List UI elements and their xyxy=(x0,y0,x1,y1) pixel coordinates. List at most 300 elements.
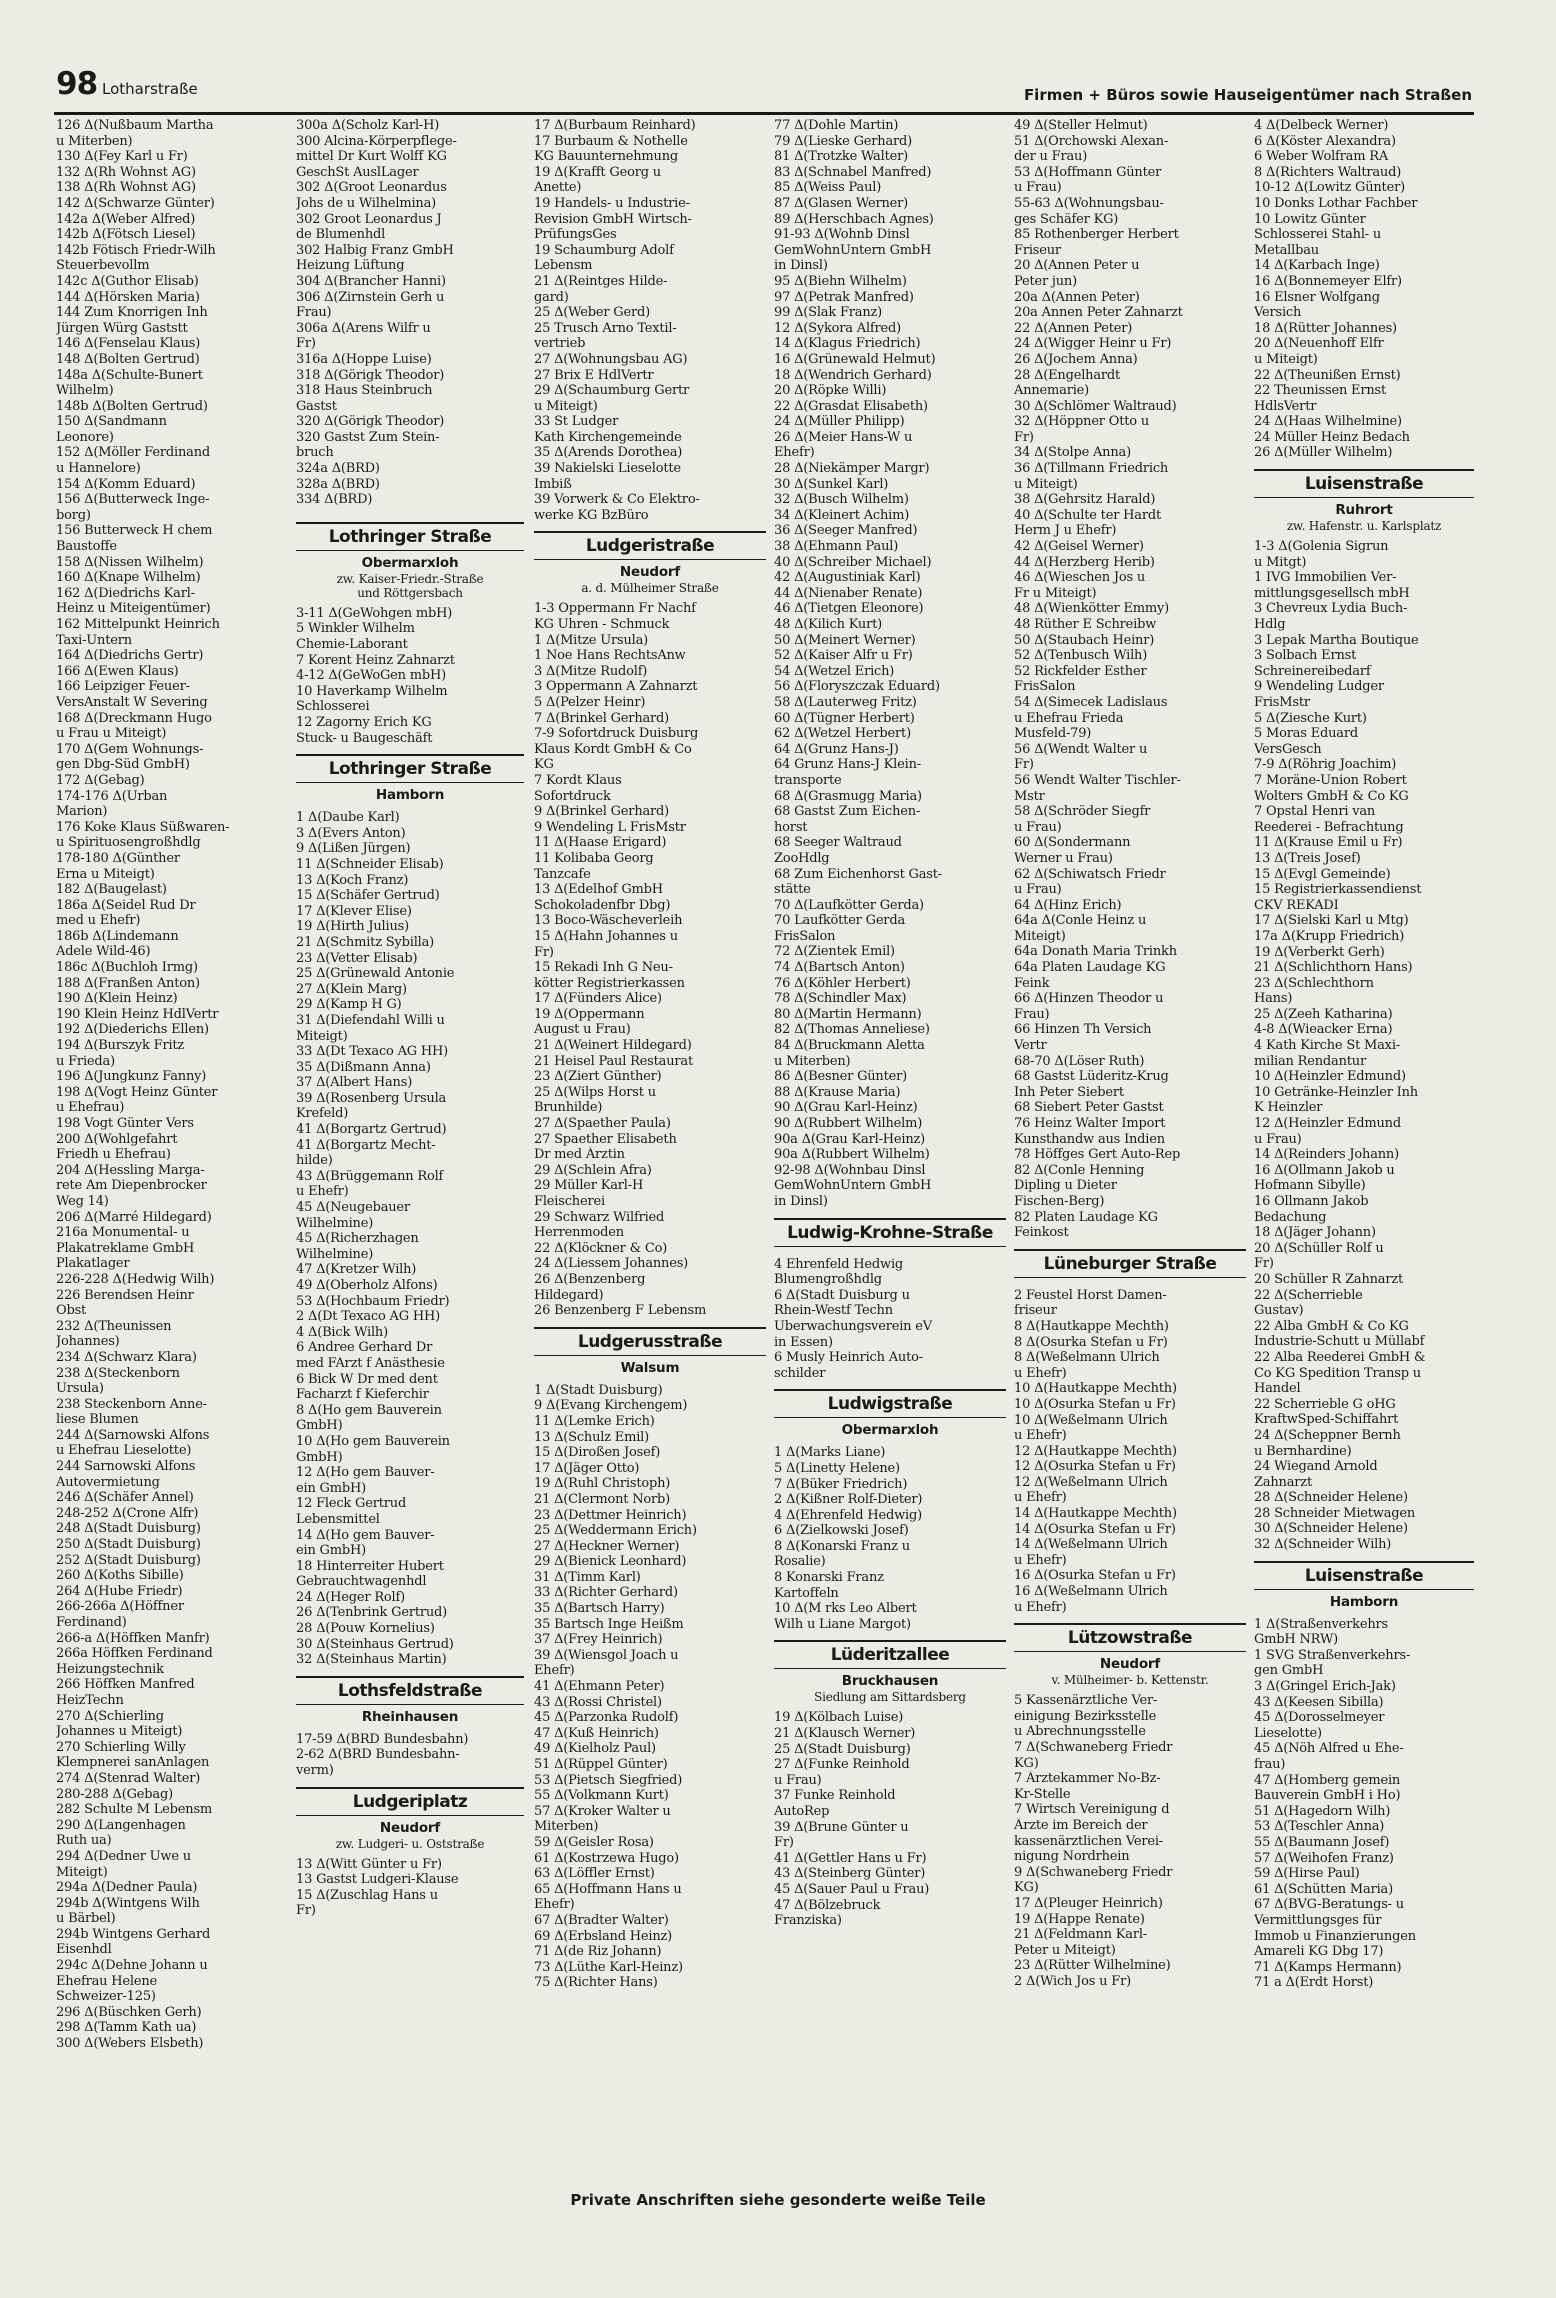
entry-line: 31 Δ(Timm Karl) xyxy=(534,1569,641,1585)
entry-line: 9 Wendeling Ludger xyxy=(1254,679,1384,695)
entry-line: 95 Δ(Biehn Wilhelm) xyxy=(774,273,907,289)
entry-line: 75 Δ(Richter Hans) xyxy=(534,1975,658,1991)
entry-line: 25 Trusch Arno Textil- xyxy=(534,320,677,336)
entry-line: 302 Groot Leonardus J xyxy=(296,211,442,227)
entry-line: Hofmann Sibylle) xyxy=(1254,1178,1366,1194)
entry-line: 61 Δ(Schütten Maria) xyxy=(1254,1881,1393,1897)
entry-line: 64a Donath Maria Trinkh xyxy=(1014,944,1177,960)
entry-line: Wolters GmbH & Co KG xyxy=(1254,788,1409,804)
entry-line: 37 Funke Reinhold xyxy=(774,1788,896,1804)
entry-line: 178-180 Δ(Günther xyxy=(56,850,180,866)
entry-line: 64a Platen Laudage KG xyxy=(1014,960,1166,976)
entry-line: 51 Δ(Hagedorn Wilh) xyxy=(1254,1803,1391,1819)
entry-line: 53 Δ(Teschler Anna) xyxy=(1254,1819,1385,1835)
entry-line: 3 Solbach Ernst xyxy=(1254,648,1357,664)
entry-line: Baustoffe xyxy=(56,539,117,555)
entry-line: 148 Δ(Bolten Gertrud) xyxy=(56,351,200,367)
entry-line: 216a Monumental- u xyxy=(56,1225,190,1241)
entry-line: 20 Δ(Neuenhoff Elfr xyxy=(1254,336,1384,352)
entry-line: 12 Fleck Gertrud xyxy=(296,1496,407,1512)
entry-line: einigung Bezirksstelle xyxy=(1014,1708,1157,1724)
entry-line: 16 Elsner Wolfgang xyxy=(1254,289,1380,305)
running-head-street: Lotharstraße xyxy=(102,80,198,98)
entry-line: 172 Δ(Gebag) xyxy=(56,772,145,788)
entry-line: 25 Δ(Zeeh Katharina) xyxy=(1254,1006,1393,1022)
entry-line: 13 Δ(Witt Günter u Fr) xyxy=(296,1856,442,1872)
entry-line: 1 IVG Immobilien Ver- xyxy=(1254,570,1397,586)
entry-line: 10 Getränke-Heinzler Inh xyxy=(1254,1084,1418,1100)
entry-line: 24 Δ(Liessem Johannes) xyxy=(534,1256,689,1272)
entry-line: liese Blumen xyxy=(56,1412,139,1428)
entry-line: 25 Δ(Weber Gerd) xyxy=(534,305,650,321)
entry-line: 27 Spaether Elisabeth xyxy=(534,1131,677,1147)
entry-line: Johannes) xyxy=(56,1334,120,1350)
entry-line: 26 Benzenberg F Lebensm xyxy=(534,1303,707,1319)
entry-line: 42 Δ(Geisel Werner) xyxy=(1014,539,1144,555)
entry-line: hilde) xyxy=(296,1153,333,1169)
entry-line: 23 Δ(Rütter Wilhelmine) xyxy=(1014,1958,1171,1974)
street-range: und Röttgersbach xyxy=(357,585,463,600)
entry-line: 320 Gastst Zum Stein- xyxy=(296,429,440,445)
entry-line: 79 Δ(Lieske Gerhard) xyxy=(774,133,913,149)
district-name: Obermarxloh xyxy=(361,554,459,571)
entry-line: 10 Δ(Ho gem Bauverein xyxy=(296,1433,450,1449)
entry-line: Lieselotte) xyxy=(1254,1725,1322,1741)
entry-line: Bauverein GmbH i Ho) xyxy=(1254,1788,1401,1804)
entry-line: 45 Δ(Neugebauer xyxy=(296,1200,410,1216)
entry-line: 23 Δ(Dettmer Heinrich) xyxy=(534,1507,687,1523)
entry-line: 31 Δ(Diefendahl Willi u xyxy=(296,1012,445,1028)
entry-line: 1 Δ(Straßenverkehrs xyxy=(1254,1616,1388,1632)
entry-line: 14 Δ(Hautkappe Mechth) xyxy=(1014,1506,1177,1522)
entry-line: Fischen-Berg) xyxy=(1014,1193,1105,1209)
entry-line: 56 Δ(Floryszczak Eduard) xyxy=(774,679,940,695)
entry-line: 30 Δ(Schlömer Waltraud) xyxy=(1014,398,1177,414)
district-name: Hamborn xyxy=(375,787,445,804)
entry-line: 4-8 Δ(Wieacker Erna) xyxy=(1254,1022,1393,1038)
entry-line: 68 Gastst Zum Eichen- xyxy=(774,804,921,820)
entry-line: Ehefr) xyxy=(774,445,815,461)
entry-line: Stuck- u Baugeschäft xyxy=(296,730,433,746)
entry-line: 24 Δ(Wigger Heinr u Fr) xyxy=(1014,336,1172,352)
entry-line: ges Schäfer KG) xyxy=(1014,211,1119,227)
entry-line: 176 Koke Klaus Süßwaren- xyxy=(56,819,230,835)
entry-line: med u Ehefr) xyxy=(56,913,141,929)
entry-line: Dipling u Dieter xyxy=(1014,1178,1117,1194)
entry-line: 18 Δ(Wendrich Gerhard) xyxy=(774,367,932,383)
entry-line: Heinz u Miteigentümer) xyxy=(56,601,211,617)
entry-line: 55 Δ(Baumann Josef) xyxy=(1254,1834,1390,1850)
entry-line: 39 Vorwerk & Co Elektro- xyxy=(534,492,700,508)
entry-line: 29 Müller Karl-H xyxy=(534,1178,644,1194)
entry-line: 45 Δ(Nöh Alfred u Ehe- xyxy=(1254,1741,1404,1757)
entry-line: 11 Δ(Lemke Erich) xyxy=(534,1413,655,1429)
entry-line: 21 Heisel Paul Restaurat xyxy=(534,1053,693,1069)
street-heading: Ludgeristraße xyxy=(534,531,766,560)
entry-line: 25 Δ(Stadt Duisburg) xyxy=(774,1741,911,1757)
entry-line: 4 Kath Kirche St Maxi- xyxy=(1254,1038,1400,1054)
entry-line: 7 Kordt Klaus xyxy=(534,772,622,788)
entry-line: Imbiß xyxy=(534,476,572,492)
entry-line: 35 Δ(Dißmann Anna) xyxy=(296,1059,431,1075)
entry-line: 14 Δ(Reinders Johann) xyxy=(1254,1147,1399,1163)
footer-note: Private Anschriften siehe gesonderte weiße Teile xyxy=(570,2191,986,2209)
entry-line: 156 Butterweck H chem xyxy=(56,523,213,539)
entry-line: 12 Δ(Weßelmann Ulrich xyxy=(1014,1474,1168,1490)
entry-line: 17a Δ(Krupp Friedrich) xyxy=(1254,928,1405,944)
entry-line: 38 Δ(Gehrsitz Harald) xyxy=(1014,492,1156,508)
entry-line: u Bernhardine) xyxy=(1254,1443,1352,1459)
entry-line: ZooHdlg xyxy=(774,850,830,866)
entry-line: FrisMstr xyxy=(1254,695,1310,710)
entry-line: 65 Δ(Hoffmann Hans u xyxy=(534,1881,682,1897)
entry-line: Fr) xyxy=(1014,757,1034,773)
entry-line: 27 Δ(Klein Marg) xyxy=(296,981,407,997)
street-range: zw. Hafenstr. u. Karlsplatz xyxy=(1286,519,1442,534)
entry-line: 2 Δ(Dt Texaco AG HH) xyxy=(296,1309,440,1325)
entry-line: AutoRep xyxy=(774,1804,830,1819)
entry-line: Dr med Ärztin xyxy=(534,1147,625,1163)
entry-line: u Ehefr) xyxy=(1014,1599,1067,1615)
entry-line: 206 Δ(Marré Hildegard) xyxy=(56,1209,212,1225)
entry-line: 196 Δ(Jungkunz Fanny) xyxy=(56,1069,207,1085)
entry-line: 142a Δ(Weber Alfred) xyxy=(56,211,196,227)
street-heading: Lüderitzallee xyxy=(774,1640,1006,1669)
entry-line: in Dinsl) xyxy=(774,1193,828,1209)
entry-line: 45 Δ(Richerzhagen xyxy=(296,1231,419,1247)
entry-line: 14 Δ(Ho gem Bauver- xyxy=(296,1527,435,1543)
entry-line: 86 Δ(Besner Günter) xyxy=(774,1069,907,1085)
entry-line: 266-a Δ(Höffken Manfr) xyxy=(56,1630,210,1646)
entry-line: 45 Δ(Sauer Paul u Frau) xyxy=(774,1881,930,1897)
entry-line: 20a Annen Peter Zahnarzt xyxy=(1014,305,1183,321)
entry-line: 190 Δ(Klein Heinz) xyxy=(56,991,178,1007)
entry-line: 3 Δ(Evers Anton) xyxy=(296,825,406,841)
street-range: v. Mülheimer- b. Kettenstr. xyxy=(1051,1673,1209,1688)
entry-line: Marion) xyxy=(56,804,108,820)
entry-line: 83 Δ(Schnabel Manfred) xyxy=(774,164,932,180)
entry-line: 4 Ehrenfeld Hedwig xyxy=(774,1256,904,1272)
entry-line: 5 Moras Eduard xyxy=(1254,726,1358,742)
entry-line: 11 Kolibaba Georg xyxy=(534,850,654,866)
entry-line: KG Uhren - Schmuck xyxy=(534,617,670,633)
entry-line: 2 Δ(Kißner Rolf-Dieter) xyxy=(774,1492,923,1508)
entry-line: ein GmbH) xyxy=(296,1543,366,1559)
entry-line: 266 Höffken Manfred xyxy=(56,1677,195,1693)
entry-line: 162 Mittelpunkt Heinrich xyxy=(56,617,220,632)
entry-line: Zahnarzt xyxy=(1254,1474,1312,1490)
entry-line: 68 Gastst Lüderitz-Krug xyxy=(1014,1069,1169,1085)
entry-line: 55-63 Δ(Wohnungsbau- xyxy=(1014,195,1164,211)
entry-line: 41 Δ(Borgartz Gertrud) xyxy=(296,1122,447,1138)
entry-line: 76 Heinz Walter Import xyxy=(1014,1116,1166,1131)
entry-line: 29 Δ(Schlein Afra) xyxy=(534,1162,652,1178)
entry-line: 26 Δ(Tenbrink Gertrud) xyxy=(296,1605,448,1621)
entry-line: 30 Δ(Schneider Helene) xyxy=(1254,1521,1408,1537)
entry-line: 72 Δ(Zientek Emil) xyxy=(774,944,895,960)
entry-line: 6 Bick W Dr med dent xyxy=(296,1371,438,1387)
entry-line: 7 Korent Heinz Zahnarzt xyxy=(296,652,455,668)
entry-line: 23 Δ(Ziert Günther) xyxy=(534,1069,662,1085)
entry-line: Rhein-Westf Techn xyxy=(774,1303,893,1319)
entry-line: 46 Δ(Tietgen Eleonore) xyxy=(774,601,924,617)
entry-line: Revision GmbH Wirtsch- xyxy=(534,211,692,227)
entry-line: 17 Δ(Sielski Karl u Mtg) xyxy=(1254,913,1409,929)
entry-line: 10 Δ(Weßelmann Ulrich xyxy=(1014,1412,1168,1428)
header-rule xyxy=(54,112,1474,115)
entry-line: 48 Δ(Kilich Kurt) xyxy=(774,617,883,632)
entry-line: 91-93 Δ(Wohnb Dinsl xyxy=(774,227,910,243)
entry-line: u Frau) xyxy=(1254,1131,1302,1147)
entry-line: GemWohnUntern GmbH xyxy=(774,1178,932,1194)
street-heading: Luisenstraße xyxy=(1254,1561,1474,1590)
entry-line: Sofortdruck xyxy=(534,788,611,804)
entry-line: 32 Δ(Steinhaus Martin) xyxy=(296,1652,447,1668)
entry-line: u Miterben) xyxy=(774,1053,851,1069)
entry-line: 52 Δ(Tenbusch Wilh) xyxy=(1014,648,1148,664)
entry-line: 200 Δ(Wohlgefahrt xyxy=(56,1131,178,1147)
entry-line: 28 Δ(Pouw Kornelius) xyxy=(296,1621,435,1637)
entry-line: 294b Δ(Wintgens Wilh xyxy=(56,1895,200,1911)
entry-line: 3 Δ(Mitze Rudolf) xyxy=(534,663,648,679)
entry-line: 15 Registrierkassendienst xyxy=(1254,882,1422,898)
entry-line: 7 Δ(Brinkel Gerhard) xyxy=(534,710,670,726)
entry-line: 11 Δ(Krause Emil u Fr) xyxy=(1254,835,1403,851)
entry-line: Eisenhdl xyxy=(56,1942,112,1958)
entry-line: 132 Δ(Rh Wohnst AG) xyxy=(56,164,196,180)
entry-line: Industrie-Schutt u Müllabf xyxy=(1254,1334,1425,1350)
entry-line: 4 Δ(Delbeck Werner) xyxy=(1254,118,1389,133)
entry-line: 282 Schulte M Lebensm xyxy=(56,1802,213,1818)
entry-line: 1 Δ(Mitze Ursula) xyxy=(534,632,649,648)
entry-line: 4 Δ(Ehrenfeld Hedwig) xyxy=(774,1507,922,1523)
entry-line: 250 Δ(Stadt Duisburg) xyxy=(56,1537,201,1553)
entry-line: 10 Lowitz Günter xyxy=(1254,211,1366,227)
entry-line: 316a Δ(Hoppe Luise) xyxy=(296,351,432,367)
entry-line: frau) xyxy=(1254,1757,1286,1772)
entry-line: Vertr xyxy=(1014,1038,1047,1054)
entry-line: 6 Δ(Köster Alexandra) xyxy=(1254,133,1396,149)
entry-line: 2-62 Δ(BRD Bundesbahn- xyxy=(296,1747,460,1763)
entry-line: 20a Δ(Annen Peter) xyxy=(1014,289,1140,305)
entry-line: 15 Δ(Schäfer Gertrud) xyxy=(296,888,440,904)
entry-line: mittel Dr Kurt Wolff KG xyxy=(296,149,447,165)
entry-line: transporte xyxy=(774,772,842,788)
entry-line: Taxi-Untern xyxy=(56,632,132,648)
entry-line: de Blumenhdl xyxy=(296,227,386,243)
entry-line: KG) xyxy=(1014,1880,1039,1896)
entry-line: 29 Δ(Schaumburg Gertr xyxy=(534,383,690,399)
entry-line: 25 Δ(Weddermann Erich) xyxy=(534,1523,697,1539)
entry-line: 10 Donks Lothar Fachber xyxy=(1254,195,1418,211)
entry-line: 18 Δ(Rütter Johannes) xyxy=(1254,320,1397,336)
entry-line: med FArzt f Anästhesie xyxy=(296,1355,445,1371)
entry-line: 52 Δ(Kaiser Alfr u Fr) xyxy=(774,648,913,664)
entry-line: 60 Δ(Tügner Herbert) xyxy=(774,710,915,726)
entry-line: Frau) xyxy=(1014,1006,1050,1022)
entry-line: 10 Δ(Hautkappe Mechth) xyxy=(1014,1381,1177,1397)
entry-line: 16 Δ(Ollmann Jakob u xyxy=(1254,1162,1395,1178)
entry-line: Franziska) xyxy=(774,1913,842,1929)
entry-line: 7-9 Δ(Röhrig Joachim) xyxy=(1254,757,1397,773)
entry-line: Hans) xyxy=(1254,991,1293,1007)
entry-line: 12 Δ(Sykora Alfred) xyxy=(774,320,902,336)
entry-line: 40 Δ(Schulte ter Hardt xyxy=(1014,507,1161,523)
street-heading: Lothringer Straße xyxy=(296,754,524,783)
entry-line: Handel xyxy=(1254,1381,1301,1397)
entry-line: 14 Δ(Karbach Inge) xyxy=(1254,258,1380,274)
entry-line: 35 Δ(Bartsch Harry) xyxy=(534,1601,665,1617)
district-name: Walsum xyxy=(620,1359,680,1376)
entry-line: Ruth ua) xyxy=(56,1833,112,1849)
entry-line: 21 Δ(Klausch Werner) xyxy=(774,1726,916,1742)
entry-line: Heizungstechnik xyxy=(56,1661,164,1677)
entry-line: kassenärztlichen Verei- xyxy=(1014,1833,1163,1849)
entry-line: Miteigt) xyxy=(296,1028,348,1044)
entry-line: 3 Oppermann A Zahnarzt xyxy=(534,679,698,695)
entry-line: 70 Δ(Laufkötter Gerda) xyxy=(774,897,924,913)
entry-line: Feinkost xyxy=(1014,1225,1069,1241)
entry-line: 10 Δ(M rks Leo Albert xyxy=(774,1601,917,1617)
entry-line: 68 Δ(Grasmugg Maria) xyxy=(774,788,922,804)
entry-line: 318 Δ(Görigk Theodor) xyxy=(296,367,445,383)
entry-line: 16 Δ(Weßelmann Ulrich xyxy=(1014,1584,1168,1600)
entry-line: 320 Δ(Görigk Theodor) xyxy=(296,414,445,430)
entry-line: Ferdinand) xyxy=(56,1615,127,1630)
entry-line: GeschSt AuslLager xyxy=(296,164,419,180)
district-name: Neudorf xyxy=(1099,1656,1161,1673)
entry-line: Ursula) xyxy=(56,1381,104,1397)
entry-line: u Ehefr) xyxy=(1014,1490,1067,1506)
entry-line: 294c Δ(Dehne Johann u xyxy=(56,1958,208,1974)
entry-line: 16 Δ(Bonnemeyer Elfr) xyxy=(1254,273,1402,289)
entry-line: 52 Rickfelder Esther xyxy=(1014,663,1147,679)
entry-line: 80 Δ(Martin Hermann) xyxy=(774,1006,922,1022)
entry-line: 21 Δ(Schlichthorn Hans) xyxy=(1254,960,1413,976)
entry-line: 33 St Ludger xyxy=(534,414,619,430)
entry-line: 12 Δ(Ho gem Bauver- xyxy=(296,1465,435,1481)
entry-line: 15 Δ(Diroßen Josef) xyxy=(534,1445,661,1461)
entry-line: 14 Δ(Klagus Friedrich) xyxy=(774,336,921,352)
entry-line: Fr) xyxy=(1014,429,1034,445)
district-name: Neudorf xyxy=(619,564,681,581)
entry-line: Wilhelm) xyxy=(56,383,114,399)
entry-line: 22 Δ(Klöckner & Co) xyxy=(534,1240,668,1256)
entry-line: 21 Δ(Weinert Hildegard) xyxy=(534,1038,692,1054)
entry-line: PrüfungsGes xyxy=(534,227,617,243)
entry-line: 298 Δ(Tamm Kath ua) xyxy=(56,2020,197,2036)
entry-line: 264 Δ(Hube Friedr) xyxy=(56,1583,183,1599)
entry-line: 19 Δ(Happe Renate) xyxy=(1014,1911,1145,1927)
entry-line: 84 Δ(Bruckmann Aletta xyxy=(774,1038,925,1054)
entry-line: 68-70 Δ(Löser Ruth) xyxy=(1014,1053,1145,1069)
entry-line: Gastst xyxy=(296,398,337,414)
entry-line: 290 Δ(Langenhagen xyxy=(56,1817,186,1833)
entry-line: Brunhilde) xyxy=(534,1100,603,1116)
entry-line: 67 Δ(Bradter Walter) xyxy=(534,1912,669,1928)
district-name: Neudorf xyxy=(379,1819,441,1836)
entry-line: 71 a Δ(Erdt Horst) xyxy=(1254,1975,1374,1991)
entry-line: Leonore) xyxy=(56,429,114,445)
entry-line: 85 Rothenberger Herbert xyxy=(1014,227,1179,243)
entry-line: bruch xyxy=(296,445,334,461)
entry-line: 4 Δ(Bick Wilh) xyxy=(296,1324,388,1340)
entry-line: 21 Δ(Reintges Hilde- xyxy=(534,273,668,289)
entry-line: 13 Boco-Wäscheverleih xyxy=(534,913,683,929)
entry-line: u Ehefr) xyxy=(1014,1552,1067,1568)
entry-line: 280-288 Δ(Gebag) xyxy=(56,1786,173,1802)
entry-line: 41 Δ(Borgartz Mecht- xyxy=(296,1137,436,1153)
entry-line: 20 Schüller R Zahnarzt xyxy=(1254,1271,1404,1287)
entry-line: 99 Δ(Slak Franz) xyxy=(774,305,883,321)
entry-line: 294a Δ(Dedner Paula) xyxy=(56,1880,198,1896)
entry-line: 3 Δ(Gringel Erich-Jak) xyxy=(1254,1679,1396,1695)
entry-line: stätte xyxy=(774,882,811,898)
entry-line: 27 Δ(Funke Reinhold xyxy=(774,1757,910,1773)
entry-line: 58 Δ(Lauterweg Fritz) xyxy=(774,694,917,710)
entry-line: 19 Δ(Ruhl Christoph) xyxy=(534,1476,671,1492)
entry-line: 166 Δ(Ewen Klaus) xyxy=(56,663,179,679)
entry-line: Herm J u Ehefr) xyxy=(1014,523,1117,539)
entry-line: u Frau) xyxy=(1014,882,1062,898)
entry-line: 22 Δ(Scherrieble xyxy=(1254,1287,1363,1303)
entry-line: 296 Δ(Büschken Gerh) xyxy=(56,2004,202,2020)
entry-line: 36 Δ(Seeger Manfred) xyxy=(774,523,918,539)
entry-line: 34 Δ(Stolpe Anna) xyxy=(1014,445,1131,461)
street-range: zw. Kaiser-Friedr.-Straße xyxy=(336,571,484,586)
entry-line: 90 Δ(Grau Karl-Heinz) xyxy=(774,1100,918,1116)
entry-line: milian Rendantur xyxy=(1254,1053,1366,1069)
entry-line: 47 Δ(Bölzebruck xyxy=(774,1897,881,1913)
entry-line: 22 Theunissen Ernst xyxy=(1254,383,1387,399)
street-heading: Ludgeriplatz xyxy=(296,1787,524,1816)
entry-line: 69 Δ(Erbsland Heinz) xyxy=(534,1928,673,1944)
entry-line: 170 Δ(Gem Wohnungs- xyxy=(56,741,204,757)
entry-line: Frau) xyxy=(296,305,332,321)
entry-line: Anette) xyxy=(534,180,582,196)
entry-line: 5 Δ(Pelzer Heinr) xyxy=(534,695,646,710)
entry-line: Hdlg xyxy=(1254,617,1286,633)
entry-line: 270 Schierling Willy xyxy=(56,1739,186,1755)
entry-line: 318 Haus Steinbruch xyxy=(296,383,433,399)
entry-line: Amareli KG Dbg 17) xyxy=(1254,1944,1384,1960)
entry-line: Musfeld-79) xyxy=(1014,726,1092,742)
entry-line: 24 Δ(Haas Wilhelmine) xyxy=(1254,414,1402,430)
entry-line: 42 Δ(Augustiniak Karl) xyxy=(774,570,921,586)
entry-line: 22 Alba GmbH & Co KG xyxy=(1254,1318,1409,1334)
entry-line: u Miteigt) xyxy=(534,398,598,414)
entry-line: HdlsVertr xyxy=(1254,398,1317,414)
entry-line: Schokoladenfbr Dbg) xyxy=(534,897,671,913)
entry-line: Lebensmittel xyxy=(296,1511,380,1527)
entry-line: Gustav) xyxy=(1254,1303,1304,1319)
entry-line: Fr) xyxy=(1254,1256,1274,1272)
entry-line: Wilh u Liane Margot) xyxy=(774,1616,911,1632)
entry-line: 248-252 Δ(Crone Alfr) xyxy=(56,1505,199,1521)
entry-line: 5 Kassenärztliche Ver- xyxy=(1014,1693,1158,1709)
entry-line: 182 Δ(Baugelast) xyxy=(56,882,167,898)
entry-line: 186c Δ(Buchloh Irmg) xyxy=(56,960,198,976)
entry-line: u Hannelore) xyxy=(56,461,141,477)
entry-line: 6 Musly Heinrich Auto- xyxy=(774,1350,923,1366)
entry-line: Gebrauchtwagenhdl xyxy=(296,1574,427,1590)
entry-line: 57 Δ(Weihofen Franz) xyxy=(1254,1850,1394,1866)
entry-line: 87 Δ(Glasen Werner) xyxy=(774,195,909,211)
entry-line: 300a Δ(Scholz Karl-H) xyxy=(296,118,440,133)
entry-line: Autovermietung xyxy=(56,1474,160,1490)
entry-line: 142b Δ(Fötsch Liesel) xyxy=(56,227,196,243)
entry-line: Klempnerei sanAnlagen xyxy=(56,1755,210,1771)
